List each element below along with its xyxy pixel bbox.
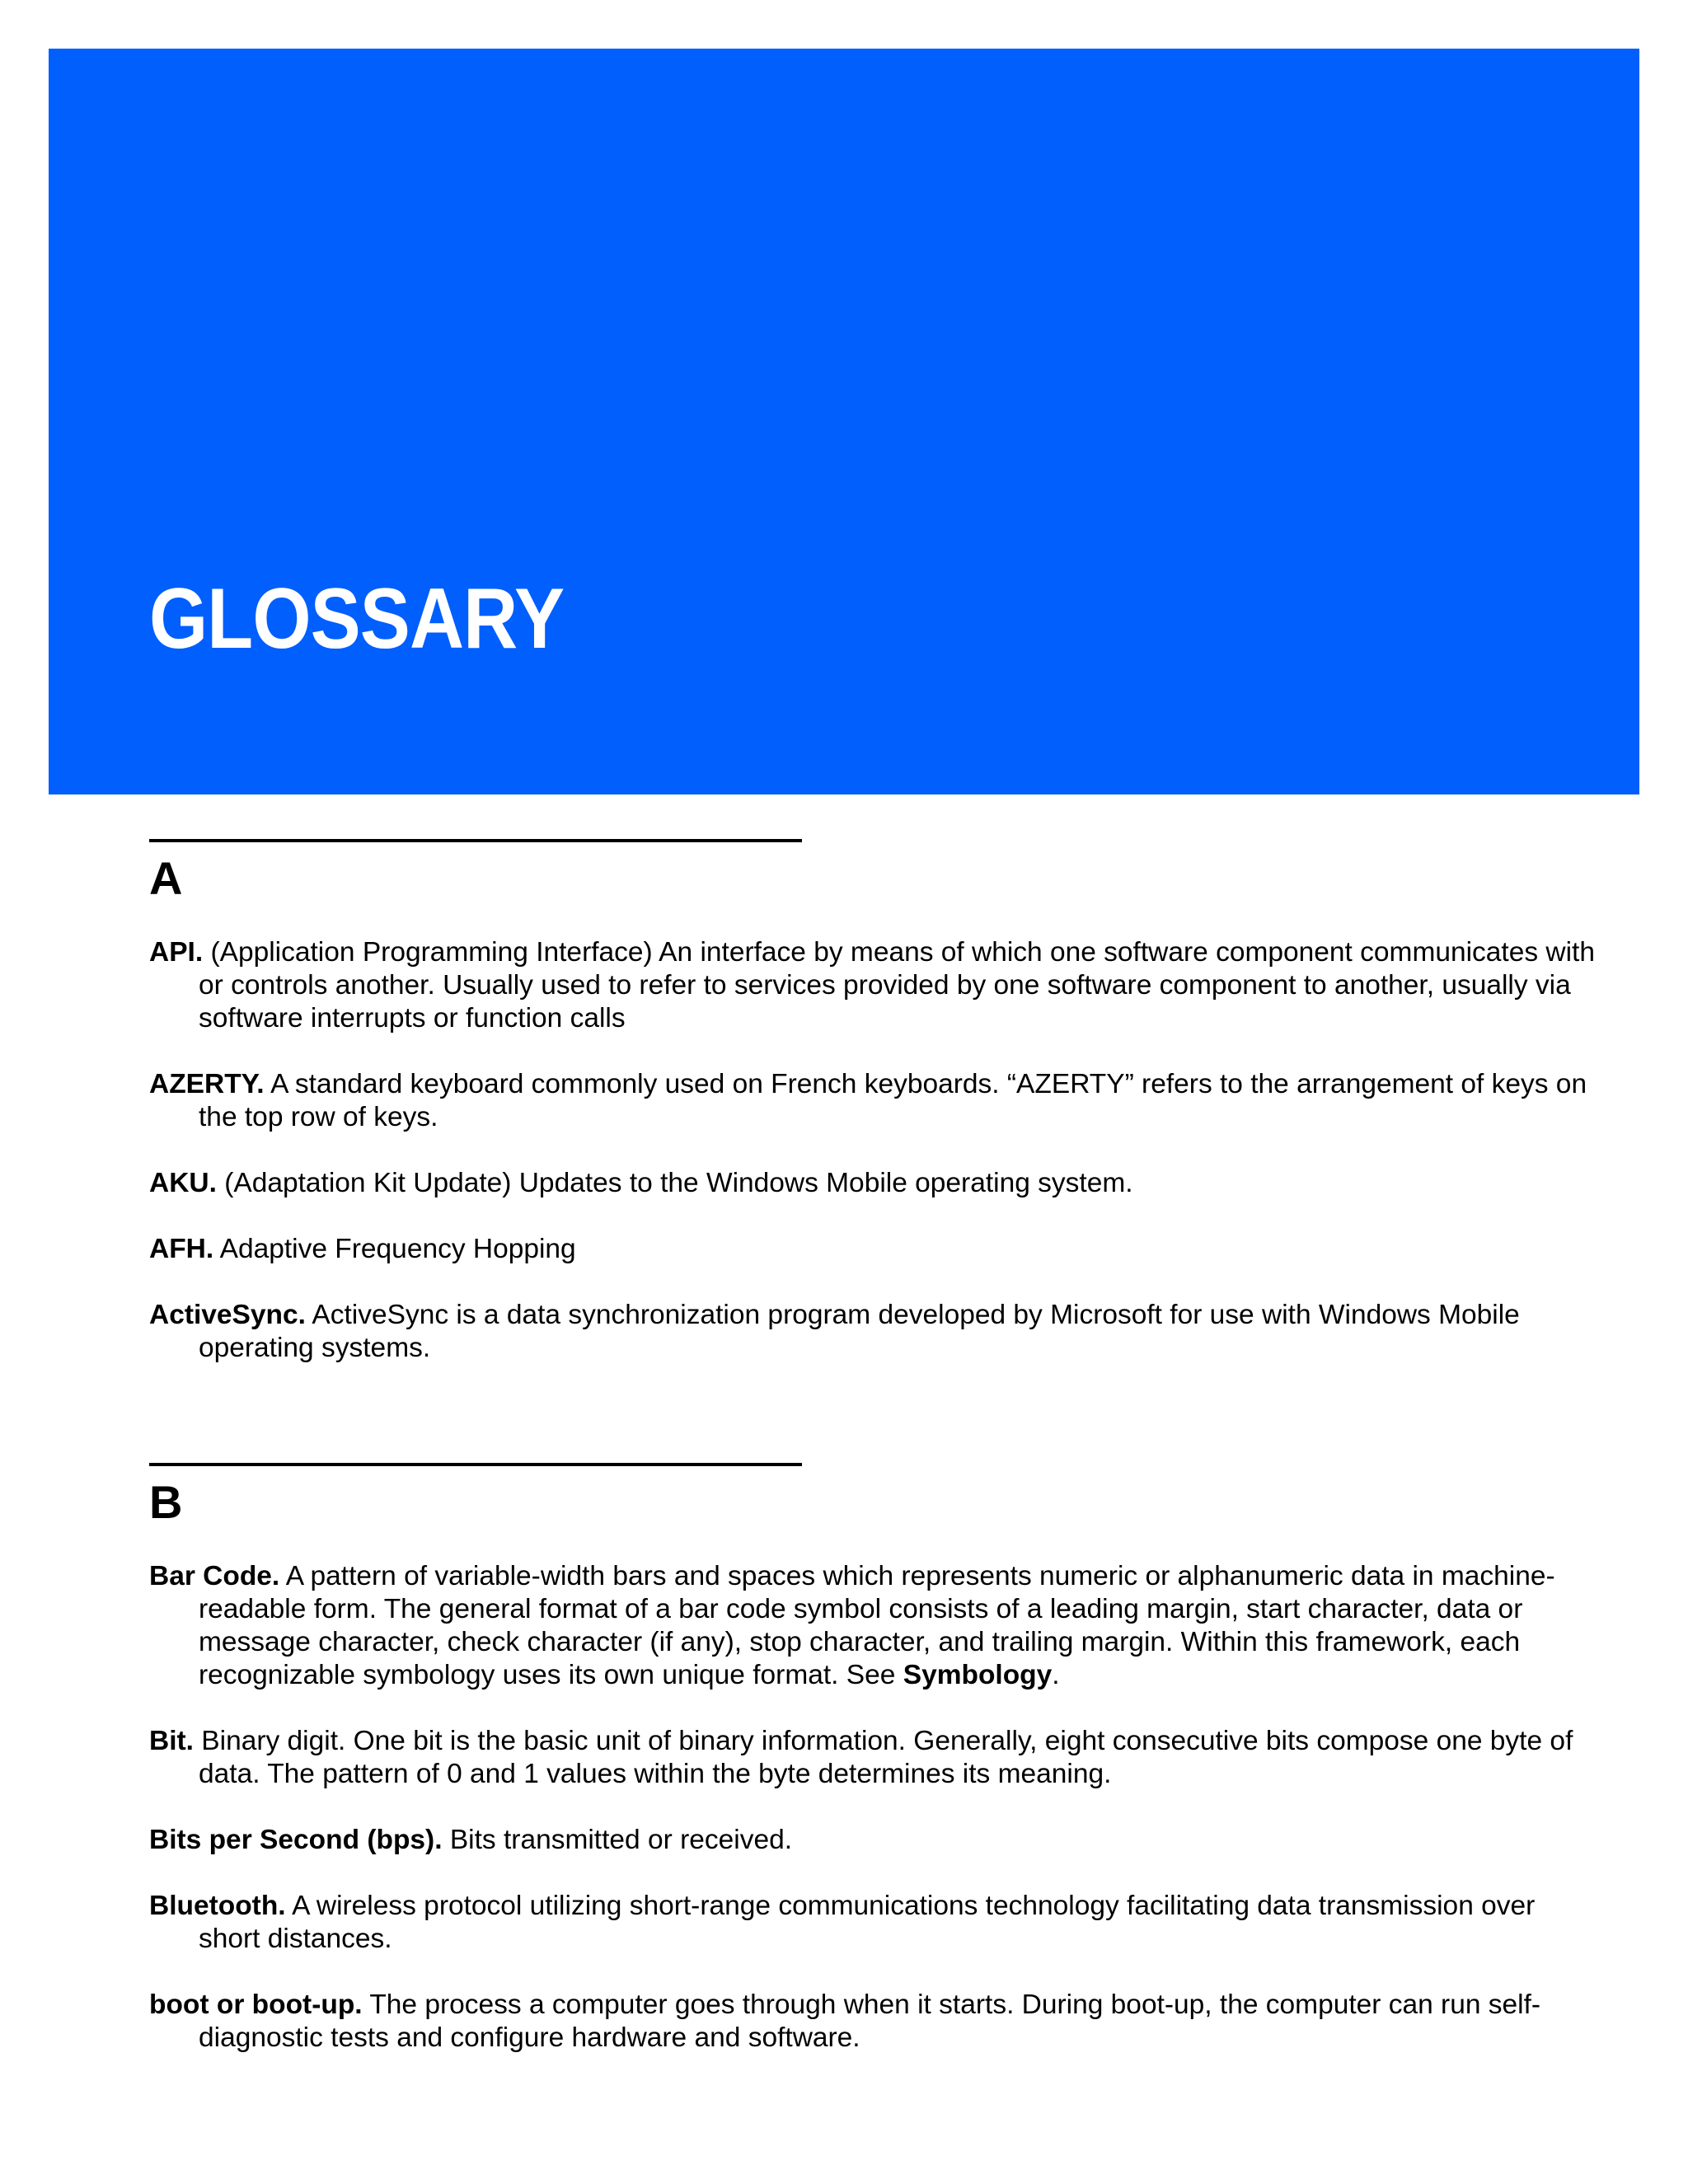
entry-term: Bits per Second (bps). (149, 1825, 443, 1855)
entry-definition: (Application Programming Interface) An interface by means of which one software component communicates with or controls another. Usually used to refer to services provided by one software component to another, usually via software interrupts or function calls (199, 937, 1595, 1033)
entry-definition: Bits transmitted or received. (449, 1825, 793, 1855)
entry-definition: (Adaptation Kit Update) Updates to the Windows Mobile operating system. (224, 1168, 1133, 1198)
entry-term: Bar Code. (149, 1561, 280, 1591)
section-letter: B (149, 1476, 183, 1528)
section-letter: A (149, 852, 183, 904)
entry-list (149, 1560, 1600, 2055)
glossary-entry (149, 1989, 1600, 2055)
entry-definition: Adaptive Frequency Hopping (219, 1234, 576, 1264)
glossary-entry (149, 1824, 1600, 1857)
page-title: GLOSSARY (149, 571, 565, 667)
entry-term: AFH. (149, 1234, 214, 1264)
entry-term: Bit. (149, 1726, 194, 1756)
entry-term: boot or boot-up. (149, 1990, 363, 2020)
glossary-entry (149, 936, 1600, 1035)
glossary-entry (149, 1890, 1600, 1956)
entry-definition: A standard keyboard commonly used on French keyboards. “AZERTY” refers to the arrangement of keys on the top row of keys. (199, 1069, 1587, 1132)
glossary-entry (149, 1167, 1600, 1200)
chapter-banner (49, 49, 1639, 794)
glossary-entry (149, 1725, 1600, 1791)
entry-term: Bluetooth. (149, 1891, 286, 1921)
see-also-link[interactable]: Symbology (903, 1660, 1053, 1690)
glossary-entry (149, 1299, 1600, 1365)
entry-term: AKU. (149, 1168, 217, 1198)
entry-definition: Binary digit. One bit is the basic unit of binary information. Generally, eight consecutive bits compose one byte of data. The pattern of 0 and 1 values within the byte determines its meaning. (199, 1726, 1573, 1789)
glossary-entry (149, 1068, 1600, 1134)
entry-list (149, 936, 1600, 1365)
glossary-entry (149, 1560, 1600, 1692)
entry-term: ActiveSync. (149, 1300, 306, 1330)
entry-definition: The process a computer goes through when it starts. During boot-up, the computer can run self-diagnostic tests and configure hardware and software. (199, 1990, 1541, 2053)
section-divider (149, 839, 802, 842)
entry-definition: A pattern of variable-width bars and spaces which represents numeric or alphanumeric data in machine-readable form. The general format of a bar code symbol consists of a leading margin, start character, data or message character, check character (if any), stop character, and trailing margin. Within this framework, each recognizable symbology uses its own unique format. See (199, 1561, 1555, 1690)
glossary-entry (149, 1233, 1600, 1266)
entry-term: AZERTY. (149, 1069, 265, 1099)
glossary-section-a (149, 839, 1600, 1398)
section-divider (149, 1463, 802, 1466)
glossary-section-b (149, 1463, 1600, 2088)
entry-definition: ActiveSync is a data synchronization program developed by Microsoft for use with Windows Mobile operating systems. (199, 1300, 1520, 1363)
entry-term: API. (149, 937, 204, 968)
entry-definition: A wireless protocol utilizing short-range communications technology facilitating data transmission over short distances. (199, 1891, 1536, 1954)
entry-trailing-punctuation: . (1052, 1660, 1060, 1690)
